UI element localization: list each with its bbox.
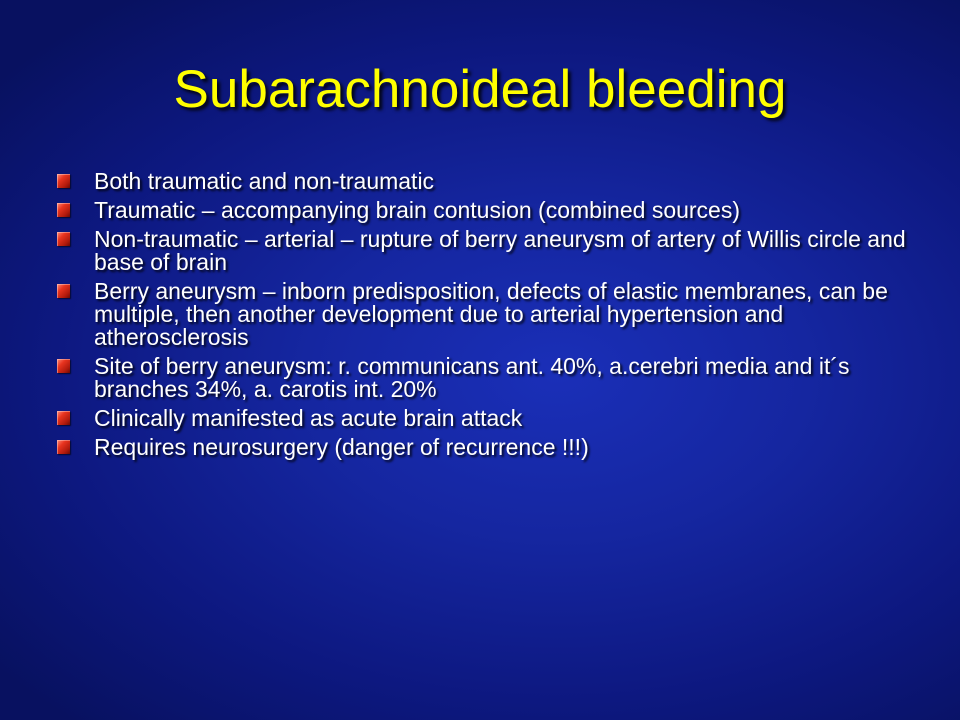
bullet-text: Site of berry aneurysm: r. communicans ant. 40%, a.cerebri media and it´s branches 34%, a. carotis int. 20%: [94, 353, 850, 402]
square-bullet-icon: [57, 411, 70, 425]
square-bullet-icon: [57, 203, 70, 217]
bullet-item: [57, 199, 917, 222]
bullet-text: Berry aneurysm – inborn predisposition, defects of elastic membranes, can be multiple, then another development due to arterial hypertension and atherosclerosis: [94, 278, 888, 350]
square-bullet-icon: [57, 174, 70, 188]
bullet-text: Non-traumatic – arterial – rupture of berry aneurysm of artery of Willis circle and base of brain: [94, 226, 906, 275]
bullet-item: [57, 355, 917, 401]
bullet-item: [57, 407, 917, 430]
bullet-item: [57, 170, 917, 193]
bullet-item: [57, 280, 917, 349]
bullet-item: [57, 228, 917, 274]
bullet-text: Traumatic – accompanying brain contusion (combined sources): [94, 197, 741, 223]
square-bullet-icon: [57, 232, 70, 246]
slide-title: Subarachnoideal bleeding: [173, 60, 787, 119]
bullet-text: Clinically manifested as acute brain attack: [94, 405, 523, 431]
bullet-list: [57, 170, 917, 465]
bullet-text: Requires neurosurgery (danger of recurrence !!!): [94, 434, 589, 460]
square-bullet-icon: [57, 440, 70, 454]
square-bullet-icon: [57, 284, 70, 298]
bullet-item: [57, 436, 917, 459]
bullet-text: Both traumatic and non-traumatic: [94, 168, 435, 194]
square-bullet-icon: [57, 359, 70, 373]
